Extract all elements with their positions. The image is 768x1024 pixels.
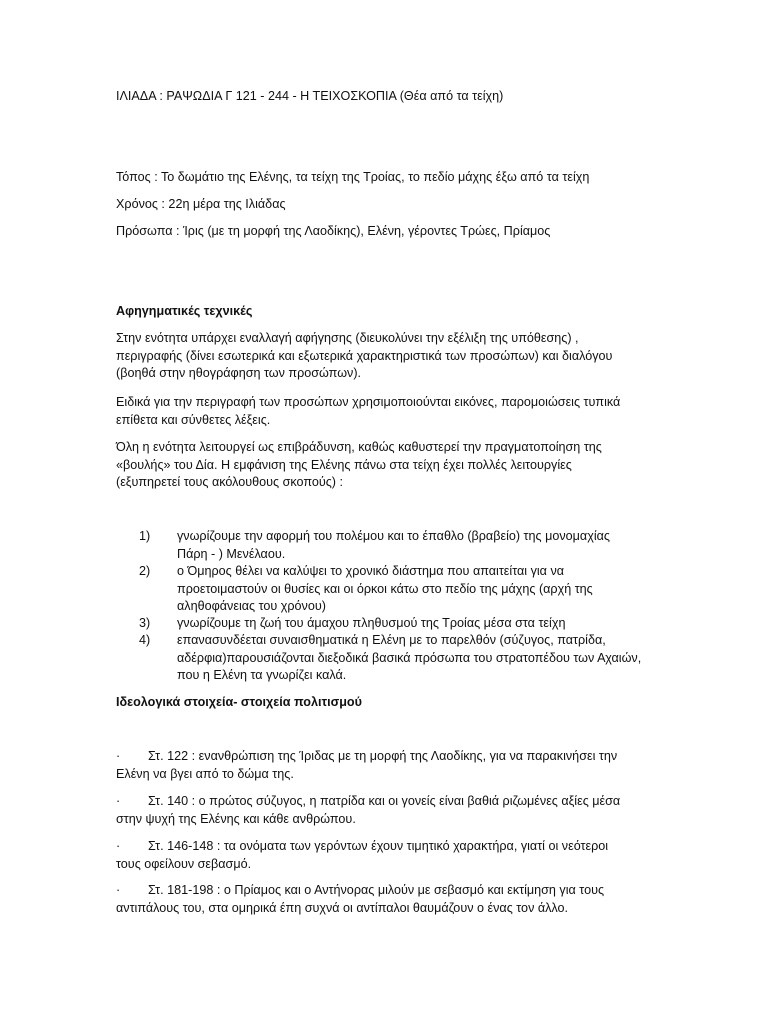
text-line: που η Ελένη τα γνωρίζει καλά. bbox=[177, 668, 347, 683]
item-number: 1) bbox=[139, 529, 151, 543]
text-line: τους οφείλουν σεβασμό. bbox=[116, 856, 252, 871]
ideology-heading: Ιδεολογικά στοιχεία- στοιχεία πολιτισμού bbox=[116, 695, 362, 709]
bullet-icon: · bbox=[116, 883, 121, 897]
narrative-paragraph-3 bbox=[116, 439, 656, 492]
bullet-icon: · bbox=[116, 749, 121, 763]
item-text bbox=[177, 563, 663, 616]
item-text bbox=[177, 615, 663, 633]
setting-place: Τόπος : Το δωμάτιο της Ελένης, τα τείχη της Τροίας, το πεδίο μάχης έξω από τα τείχη bbox=[116, 170, 590, 184]
text-line: Στ. 146-148 : τα ονόματα των γερόντων έχουν τιμητικό χαρακτήρα, γιατί οι νεότεροι bbox=[148, 839, 609, 853]
text-line: Στην ενότητα υπάρχει εναλλαγή αφήγησης (διευκολύνει την εξέλιξη της υπόθεσης) , bbox=[116, 331, 579, 345]
text-line: αντιπάλους του, στα ομηρικά έπη συχνά οι αντίπαλοι θαυμάζουν ο ένας τον άλλο. bbox=[116, 900, 569, 915]
text-line: ο Όμηρος θέλει να καλύψει το χρονικό διάστημα που απαιτείται για να bbox=[177, 564, 565, 578]
text-line: Στ. 140 : ο πρώτος σύζυγος, η πατρίδα και οι γονείς είναι βαθιά ριζωμένες αξίες μέσα bbox=[148, 794, 621, 808]
item-text bbox=[177, 632, 663, 685]
text-line: περιγραφής (δίνει εσωτερικά και εξωτερικά χαρακτηριστικά των προσώπων) και διαλόγου bbox=[116, 348, 613, 363]
text-line: γνωρίζουμε την αφορμή του πολέμου και το έπαθλο (βραβείο) της μονομαχίας bbox=[177, 529, 610, 543]
text-line: Ειδικά για την περιγραφή των προσώπων χρησιμοποιούνται εικόνες, παρομοιώσεις τυπικά bbox=[116, 395, 621, 409]
text-line: γνωρίζουμε τη ζωή του άμαχου πληθυσμού της Τροίας μέσα στα τείχη bbox=[177, 616, 566, 630]
text-line: «βουλής» του Δία. Η εμφάνιση της Ελένης πάνω στα τείχη έχει πολλές λειτουργίες bbox=[116, 457, 572, 472]
text-line: Όλη η ενότητα λειτουργεί ως επιβράδυνση, καθώς καθυστερεί την πραγματοποίηση της bbox=[116, 440, 602, 454]
text-line: Ελένη να βγει από το δώμα της. bbox=[116, 766, 294, 781]
text-line: προετοιμαστούν οι θυσίες και οι όρκοι κάτω στο πεδίο της μάχης (αρχή της bbox=[177, 581, 593, 596]
text-line: Στ. 181-198 : ο Πρίαμος και ο Αντήνορας μιλούν με σεβασμό και εκτίμηση για τους bbox=[148, 883, 605, 897]
text-line: (εξυπηρετεί τους ακόλουθους σκοπούς) : bbox=[116, 475, 344, 490]
text-line: (βοηθά στην ηθογράφηση των προσώπων). bbox=[116, 366, 362, 381]
text-line: Στ. 122 : ενανθρώπιση της Ίριδας με τη μορφή της Λαοδίκης, για να παρακινήσει την bbox=[148, 749, 618, 763]
text-line: αληθοφάνειας του χρόνου) bbox=[177, 599, 326, 614]
bullet-item bbox=[116, 882, 656, 917]
setting-time: Χρόνος : 22η μέρα της Ιλιάδας bbox=[116, 197, 286, 211]
document-title: ΙΛΙΑΔΑ : ΡΑΨΩΔΙΑ Γ 121 - 244 - Η ΤΕΙΧΟΣΚΟΠΙΑ (Θέα από τα τείχη) bbox=[116, 89, 504, 103]
text-line: επανασυνδέεται συναισθηματικά η Ελένη με το παρελθόν (σύζυγος, πατρίδα, bbox=[177, 633, 606, 647]
narrative-paragraph-1 bbox=[116, 330, 656, 383]
item-number: 4) bbox=[139, 633, 151, 647]
bullet-icon: · bbox=[116, 839, 121, 853]
bullet-icon: · bbox=[116, 794, 121, 808]
text-line: επίθετα και σύνθετες λέξεις. bbox=[116, 412, 271, 427]
text-line: στην ψυχή της Ελένης και κάθε ανθρώπου. bbox=[116, 811, 356, 826]
text-line: αδέρφια)παρουσιάζονται διεξοδικά βασικά πρόσωπα του στρατοπέδου των Αχαιών, bbox=[177, 650, 642, 665]
bullet-item bbox=[116, 748, 656, 783]
text-line: Πάρη - ) Μενέλαου. bbox=[177, 546, 286, 561]
item-number: 2) bbox=[139, 564, 151, 578]
item-text bbox=[177, 528, 663, 563]
narrative-heading: Αφηγηματικές τεχνικές bbox=[116, 304, 253, 318]
setting-persons: Πρόσωπα : Ίρις (με τη μορφή της Λαοδίκης), Ελένη, γέροντες Τρώες, Πρίαμος bbox=[116, 224, 551, 238]
item-number: 3) bbox=[139, 616, 151, 630]
bullet-item bbox=[116, 793, 656, 828]
bullet-item bbox=[116, 838, 656, 873]
narrative-paragraph-2 bbox=[116, 394, 656, 429]
